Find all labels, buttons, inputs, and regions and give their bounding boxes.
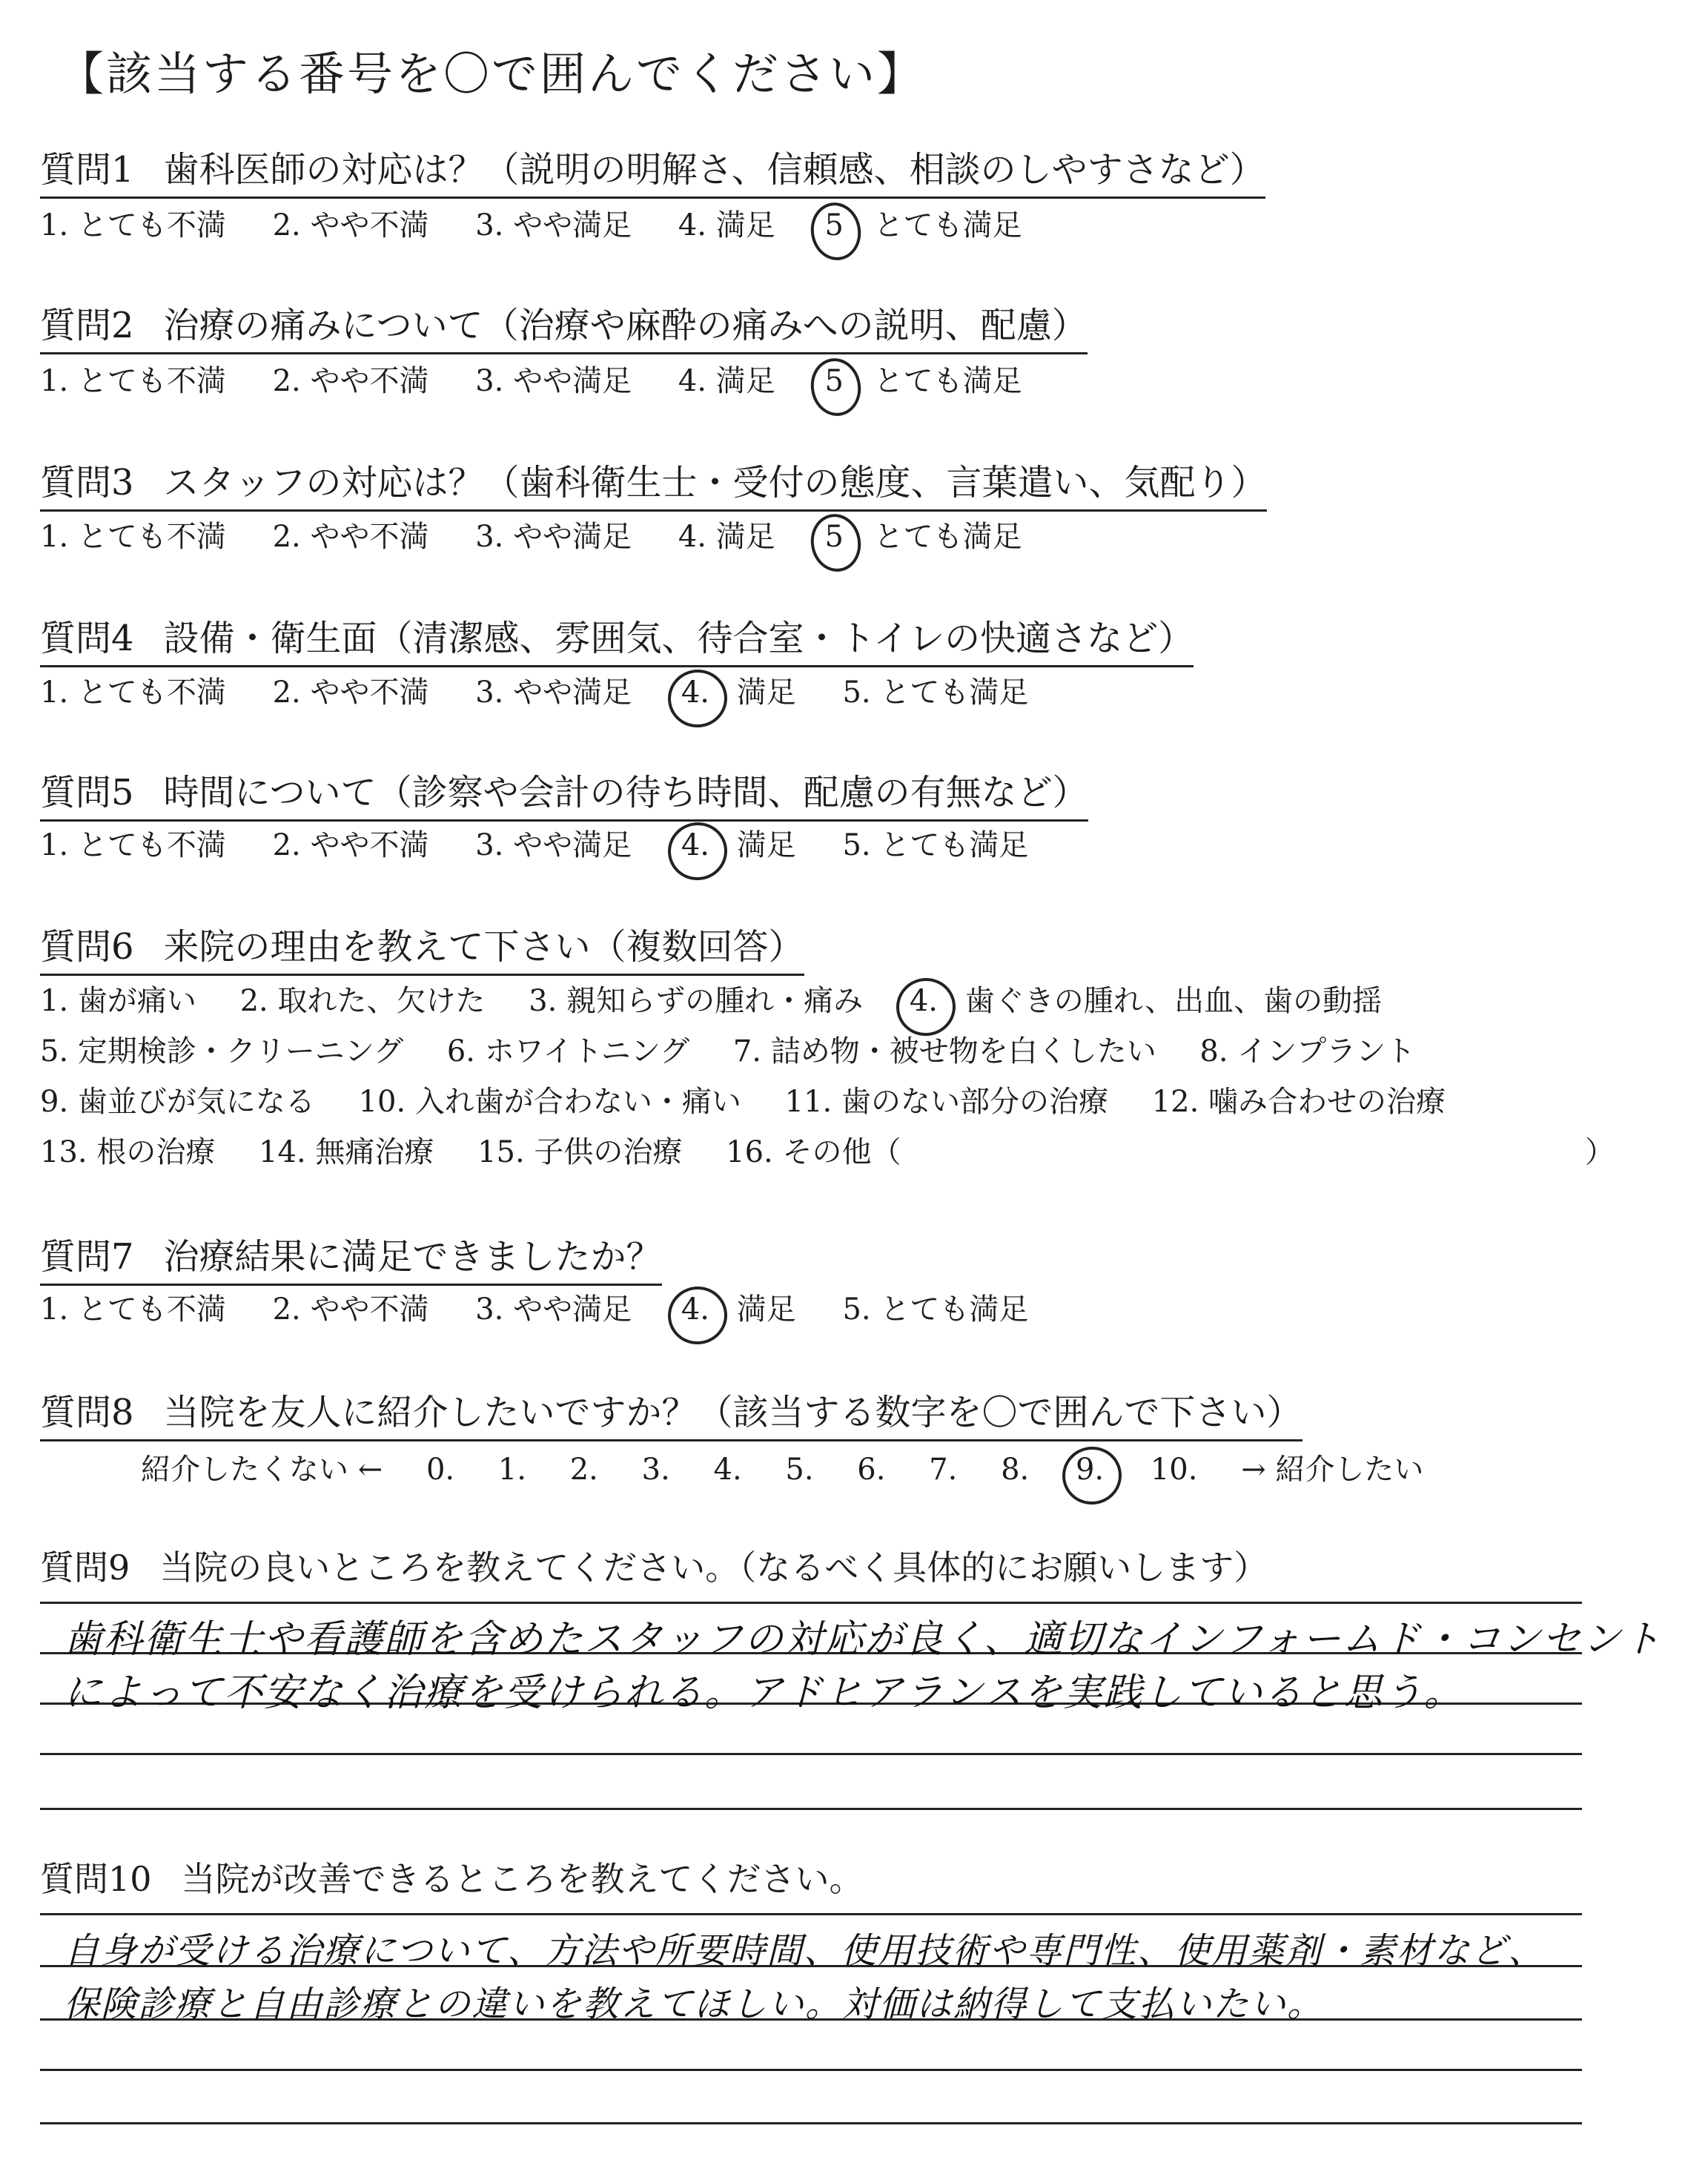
question-8-text: 当院を友人に紹介したいですか？（該当する数字を〇で囲んで下さい） [163,1392,1302,1433]
q8-scale-low-label: 紹介したくない ← [141,1453,383,1487]
question-6-heading [40,918,804,976]
q7-option-4-label: 満足 [736,1292,796,1327]
q6-option-3[interactable]: 3. 親知らずの腫れ・痛み [529,984,864,1018]
q3-option-5-label: とても満足 [873,520,1022,554]
q5-option-3[interactable]: 3. やや満足 [475,828,632,862]
question-5-label: 質問5 [40,772,134,813]
q8-scale-7[interactable]: 7. [929,1453,958,1487]
q1-option-1[interactable]: 1. とても不満 [40,208,226,242]
q4-option-4-circled[interactable]: 4. [678,676,712,710]
q8-scale-0[interactable]: 0. [426,1453,455,1487]
q3-option-1[interactable]: 1. とても不満 [40,520,226,554]
question-1-options [40,202,1059,244]
q10-answer-text-1[interactable]: 自身が受ける治療について、方法や所要時間、使用技術や専門性、使用薬剤・素材など、 [64,1930,1546,1972]
question-4-label: 質問4 [40,618,134,659]
question-4-heading [40,610,1194,667]
q5-option-4-circled[interactable]: 4. [678,828,712,862]
q8-scale-5[interactable]: 5. [785,1453,814,1487]
q8-scale-2[interactable]: 2. [569,1453,598,1487]
q2-option-1[interactable]: 1. とても不満 [40,364,226,398]
question-3-heading [40,454,1267,512]
q6-option-4-circled[interactable]: 4. [907,984,941,1018]
q6-row-1 [40,977,1416,1020]
question-10-label: 質問10 [40,1859,152,1899]
q1-option-4[interactable]: 4. 満足 [678,208,775,242]
question-1-heading [40,141,1265,199]
q6-option-16[interactable]: 16. その他（ [726,1135,901,1169]
question-7-options [40,1286,1065,1328]
q10-answer-line-5 [40,2122,1582,2124]
q6-row-4 [40,1129,935,1171]
question-5-heading [40,764,1088,822]
q1-option-5-circled[interactable]: 5 [821,208,846,242]
question-9-text: 当院の良いところを教えてください。（なるべく具体的にお願いします） [159,1548,1268,1588]
question-3-label: 質問3 [40,462,134,503]
q9-answer-line-1 [40,1602,1582,1604]
q2-option-4[interactable]: 4. 満足 [678,364,775,398]
question-6-label: 質問6 [40,926,134,968]
q6-option-4-label: 歯ぐきの腫れ、出血、歯の動揺 [964,984,1383,1018]
q10-answer-line-4 [40,2069,1582,2071]
q4-option-3[interactable]: 3. やや満足 [475,676,632,710]
q10-answer-line-1 [40,1913,1582,1915]
q9-answer-text-1[interactable]: 歯科衛生士や看護師を含めたスタッフの対応が良く、適切なインフォームド・コンセント [64,1617,1663,1662]
q8-scale-8[interactable]: 8. [1001,1453,1030,1487]
q8-scale-1[interactable]: 1. [497,1453,527,1487]
q6-option-2[interactable]: 2. 取れた、欠けた [239,984,486,1018]
q8-scale-6[interactable]: 6. [857,1453,886,1487]
q6-option-11[interactable]: 11. 歯のない部分の治療 [784,1085,1108,1119]
q6-option-9[interactable]: 9. 歯並びが気になる [40,1085,315,1119]
q9-answer-text-2[interactable]: によって不安なく治療を受けられる。アドヒアランスを実践していると思う。 [64,1671,1464,1715]
question-6-text: 来院の理由を教えて下さい（複数回答） [163,926,804,968]
q7-option-5[interactable]: 5. とても満足 [842,1292,1029,1327]
question-5-options [40,822,1065,864]
q8-scale-10[interactable]: 10. [1150,1453,1198,1487]
q6-option-15[interactable]: 15. 子供の治療 [477,1135,683,1169]
q1-option-2[interactable]: 2. やや不満 [272,208,429,242]
q8-scale-3[interactable]: 3. [641,1453,670,1487]
q6-option-14[interactable]: 14. 無痛治療 [259,1135,434,1169]
question-2-text: 治療の痛みについて（治療や麻酔の痛みへの説明、配慮） [163,305,1088,346]
q1-option-5-label: とても満足 [873,208,1022,242]
question-2-label: 質問2 [40,305,134,346]
q6-option-6[interactable]: 6. ホワイトニング [446,1034,690,1069]
q2-option-3[interactable]: 3. やや満足 [475,364,632,398]
q7-option-2[interactable]: 2. やや不満 [272,1292,429,1327]
question-1-text: 歯科医師の対応は？（説明の明解さ、信頼感、相談のしやすさなど） [163,149,1265,191]
question-7-label: 質問7 [40,1236,134,1278]
question-3-options [40,513,1059,555]
q3-option-3[interactable]: 3. やや満足 [475,520,632,554]
q3-option-2[interactable]: 2. やや不満 [272,520,429,554]
q5-option-2[interactable]: 2. やや不満 [272,828,429,862]
q5-option-4-label: 満足 [736,828,796,862]
q6-other-close-paren: ） [1585,1135,1615,1169]
q8-scale-9-circled[interactable]: 9. [1073,1453,1107,1487]
page-title: 【該当する番号を〇で囲んでください】 [58,47,926,101]
question-8-scale [141,1446,1457,1488]
question-2-options [40,357,1059,400]
question-8-heading [40,1384,1302,1441]
q3-option-5-circled[interactable]: 5 [821,520,846,554]
question-10-text: 当院が改善できるところを教えてください。 [181,1859,864,1899]
q6-option-1[interactable]: 1. 歯が痛い [40,984,196,1018]
question-2-heading [40,297,1088,354]
q7-option-1[interactable]: 1. とても不満 [40,1292,226,1327]
q2-option-2[interactable]: 2. やや不満 [272,364,429,398]
q9-answer-line-5 [40,1808,1582,1810]
question-5-text: 時間について（診察や会計の待ち時間、配慮の有無など） [163,772,1088,813]
q2-option-5-circled[interactable]: 5 [821,364,846,398]
q5-option-1[interactable]: 1. とても不満 [40,828,226,862]
question-8-label: 質問8 [40,1392,134,1433]
q4-option-2[interactable]: 2. やや不満 [272,676,429,710]
q2-option-5-label: とても満足 [873,364,1022,398]
q5-option-5[interactable]: 5. とても満足 [842,828,1029,862]
q6-row-2 [40,1028,1449,1070]
q8-scale-4[interactable]: 4. [713,1453,742,1487]
q1-option-3[interactable]: 3. やや満足 [475,208,632,242]
question-9-label: 質問9 [40,1548,130,1588]
q6-option-13[interactable]: 13. 根の治療 [40,1135,216,1169]
q7-option-3[interactable]: 3. やや満足 [475,1292,632,1327]
q8-scale-high-label: → 紹介したい [1241,1453,1424,1487]
q4-option-1[interactable]: 1. とても不満 [40,676,226,710]
question-7-heading [40,1228,662,1286]
q9-answer-line-4 [40,1753,1582,1755]
q6-option-8[interactable]: 8. インプラント [1199,1034,1416,1069]
q6-row-3 [40,1078,1480,1120]
q10-answer-text-2[interactable]: 保険診療と自由診療との違いを教えてほしい。対価は納得して支払いたい。 [64,1984,1325,2025]
q6-option-10[interactable]: 10. 入れ歯が合わない・痛い [358,1085,741,1119]
question-4-options [40,669,1065,711]
q6-option-7[interactable]: 7. 詰め物・被せ物を白くしたい [732,1034,1156,1069]
q6-option-12[interactable]: 12. 噛み合わせの治療 [1151,1085,1446,1119]
q6-option-5[interactable]: 5. 定期検診・クリーニング [40,1034,404,1069]
question-1-label: 質問1 [40,149,134,191]
question-4-text: 設備・衛生面（清潔感、雰囲気、待合室・トイレの快適さなど） [163,618,1194,659]
question-3-text: スタッフの対応は？（歯科衛生士・受付の態度、言葉遣い、気配り） [163,462,1267,503]
question-9-heading [40,1541,1268,1590]
q7-option-4-circled[interactable]: 4. [678,1292,712,1327]
q4-option-4-label: 満足 [736,676,796,710]
question-10-heading [40,1852,864,1901]
q4-option-5[interactable]: 5. とても満足 [842,676,1029,710]
question-7-text: 治療結果に満足できましたか？ [163,1236,662,1278]
q3-option-4[interactable]: 4. 満足 [678,520,775,554]
